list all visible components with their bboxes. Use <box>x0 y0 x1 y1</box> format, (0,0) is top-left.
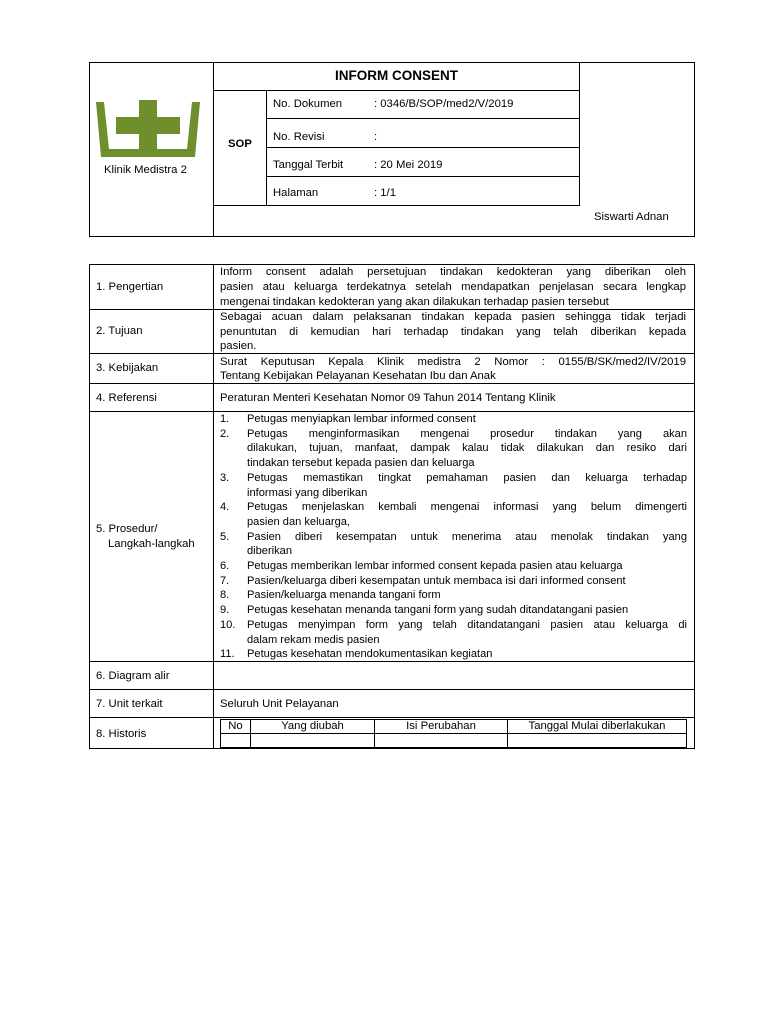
clinic-logo <box>96 99 200 157</box>
row-label-pengertian: 1. Pengertian <box>96 281 164 293</box>
procedure-step <box>219 412 687 427</box>
procedure-step-text: Petugas menyiapkan lembar informed consent <box>247 413 476 425</box>
procedure-step-number: 9. <box>220 604 230 617</box>
procedure-step-number: 3. <box>220 471 230 484</box>
procedure-step-text: tindakan tersebut kepada pasien dan keluarga <box>247 457 475 470</box>
field-value-no-dokumen: : 0346/B/SOP/med2/V/2019 <box>374 98 514 110</box>
signatory-name: Siswarti Adnan <box>594 211 669 223</box>
field-label-halaman: Halaman <box>273 187 319 199</box>
procedure-step-text: Petugas kesehatan mendokumentasikan kegiatan <box>247 648 493 661</box>
procedure-step-number: 5. <box>220 530 230 543</box>
pengertian-line-3: mengenai tindakan kedokteran yang akan dilakukan terhadap pasien tersebut <box>220 296 609 308</box>
pengertian-line-2: pasien atau keluarga terdekatnya setelah mendapatkan penjelasan secara lengkap <box>220 281 686 293</box>
procedure-step-number: 7. <box>220 574 230 587</box>
procedure-step <box>219 427 687 471</box>
procedure-step-number: 1. <box>220 413 230 425</box>
unit-text: Seluruh Unit Pelayanan <box>220 698 339 710</box>
procedure-step-number: 10. <box>220 618 236 631</box>
procedure-step <box>219 559 687 574</box>
procedure-step-text: diberikan <box>247 545 293 558</box>
procedure-step-text: informasi yang diberikan <box>247 486 368 499</box>
doc-type-label: SOP <box>228 138 252 150</box>
row-label-referensi: 4. Referensi <box>96 392 157 404</box>
tujuan-line-1: Sebagai acuan dalam pelaksanan tindakan kepada pasien sehingga tidak terjadi <box>220 311 686 323</box>
kebijakan-line-1: Surat Keputusan Kepala Klinik medistra 2 Nomor : 0155/B/SK/med2/IV/2019 <box>220 356 686 368</box>
field-value-tanggal-terbit: : 20 Mei 2019 <box>374 159 443 171</box>
historis-col-yang-diubah: Yang diubah <box>281 720 344 732</box>
kebijakan-line-2: Tentang Kebijakan Pelayanan Kesehatan Ibu dan Anak <box>220 370 496 382</box>
procedure-step-text: Petugas menjelaskan kembali mengenai informasi yang belum dimengerti <box>247 501 687 514</box>
procedure-step <box>219 618 687 647</box>
procedure-step <box>219 471 687 500</box>
procedure-step-number: 8. <box>220 589 230 602</box>
procedure-step-text: Petugas kesehatan menanda tangani form yang sudah ditandatangani pasien <box>247 604 629 617</box>
procedure-step-number: 6. <box>220 560 230 573</box>
historis-col-tanggal: Tanggal Mulai diberlakukan <box>528 720 666 732</box>
procedure-step-text: dalam rekam medis pasien <box>247 633 380 646</box>
procedure-step <box>219 603 687 618</box>
procedure-step-text: Pasien diberi kesempatan untuk menerima atau menolak tindakan yang <box>247 530 687 543</box>
historis-col-no: No <box>228 720 243 732</box>
row-label-kebijakan: 3. Kebijakan <box>96 362 159 374</box>
document-title: INFORM CONSENT <box>335 68 458 83</box>
tujuan-line-3: pasien. <box>220 340 257 352</box>
procedure-step-text: Petugas menyimpan form yang telah ditandatangani pasien atau keluarga di <box>247 618 687 631</box>
field-label-no-revisi: No. Revisi <box>273 131 325 143</box>
procedure-step-text: Pasien/keluarga menanda tangani form <box>247 589 441 602</box>
procedure-step-text: Petugas memastikan tingkat pemahaman pasien dan keluarga terhadap <box>247 471 687 484</box>
procedure-step <box>219 647 687 662</box>
field-label-no-dokumen: No. Dokumen <box>273 98 343 110</box>
field-label-tanggal-terbit: Tanggal Terbit <box>273 159 344 171</box>
procedure-step-text: Pasien/keluarga diberi kesempatan untuk membaca isi dari informed consent <box>247 574 626 587</box>
procedure-steps <box>219 412 687 662</box>
procedure-step-text: Petugas memberikan lembar informed consent kepada pasien atau keluarga <box>247 560 623 573</box>
procedure-step <box>219 574 687 589</box>
procedure-step <box>219 530 687 559</box>
procedure-step-number: 4. <box>220 501 230 514</box>
procedure-step-number: 11. <box>220 648 235 661</box>
historis-col-isi-perubahan: Isi Perubahan <box>406 720 476 732</box>
field-value-no-revisi: : <box>374 131 378 143</box>
row-label-unit: 7. Unit terkait <box>96 698 163 710</box>
procedure-step <box>219 500 687 529</box>
row-label-diagram: 6. Diagram alir <box>96 670 170 682</box>
referensi-text: Peraturan Menteri Kesehatan Nomor 09 Tahun 2014 Tentang Klinik <box>220 392 556 404</box>
row-label-prosedur: 5. Prosedur/ <box>96 523 158 535</box>
field-value-halaman: : 1/1 <box>374 187 396 199</box>
procedure-step-number: 2. <box>220 427 230 440</box>
row-label-prosedur-2: Langkah-langkah <box>108 538 195 550</box>
clinic-name: Klinik Medistra 2 <box>104 164 187 176</box>
tujuan-line-2: penuntutan di kemudian hari terhadap tindakan yang telah diberikan kepada <box>220 326 686 338</box>
procedure-step-text: Petugas menginformasikan mengenai prosedur tindakan yang akan <box>247 427 687 440</box>
logo-shape <box>96 100 200 157</box>
procedure-step-text: dilakukan, tujuan, manfaat, dampak kalau tidak dilakukan dan resiko dari <box>247 442 687 455</box>
procedure-step <box>219 588 687 603</box>
procedure-step-text: pasien dan keluarga, <box>247 515 351 528</box>
row-label-tujuan: 2. Tujuan <box>96 325 143 337</box>
pengertian-line-1: Inform consent adalah persetujuan tindakan kedokteran yang diberikan oleh <box>220 266 686 278</box>
row-label-historis: 8. Historis <box>96 728 147 740</box>
